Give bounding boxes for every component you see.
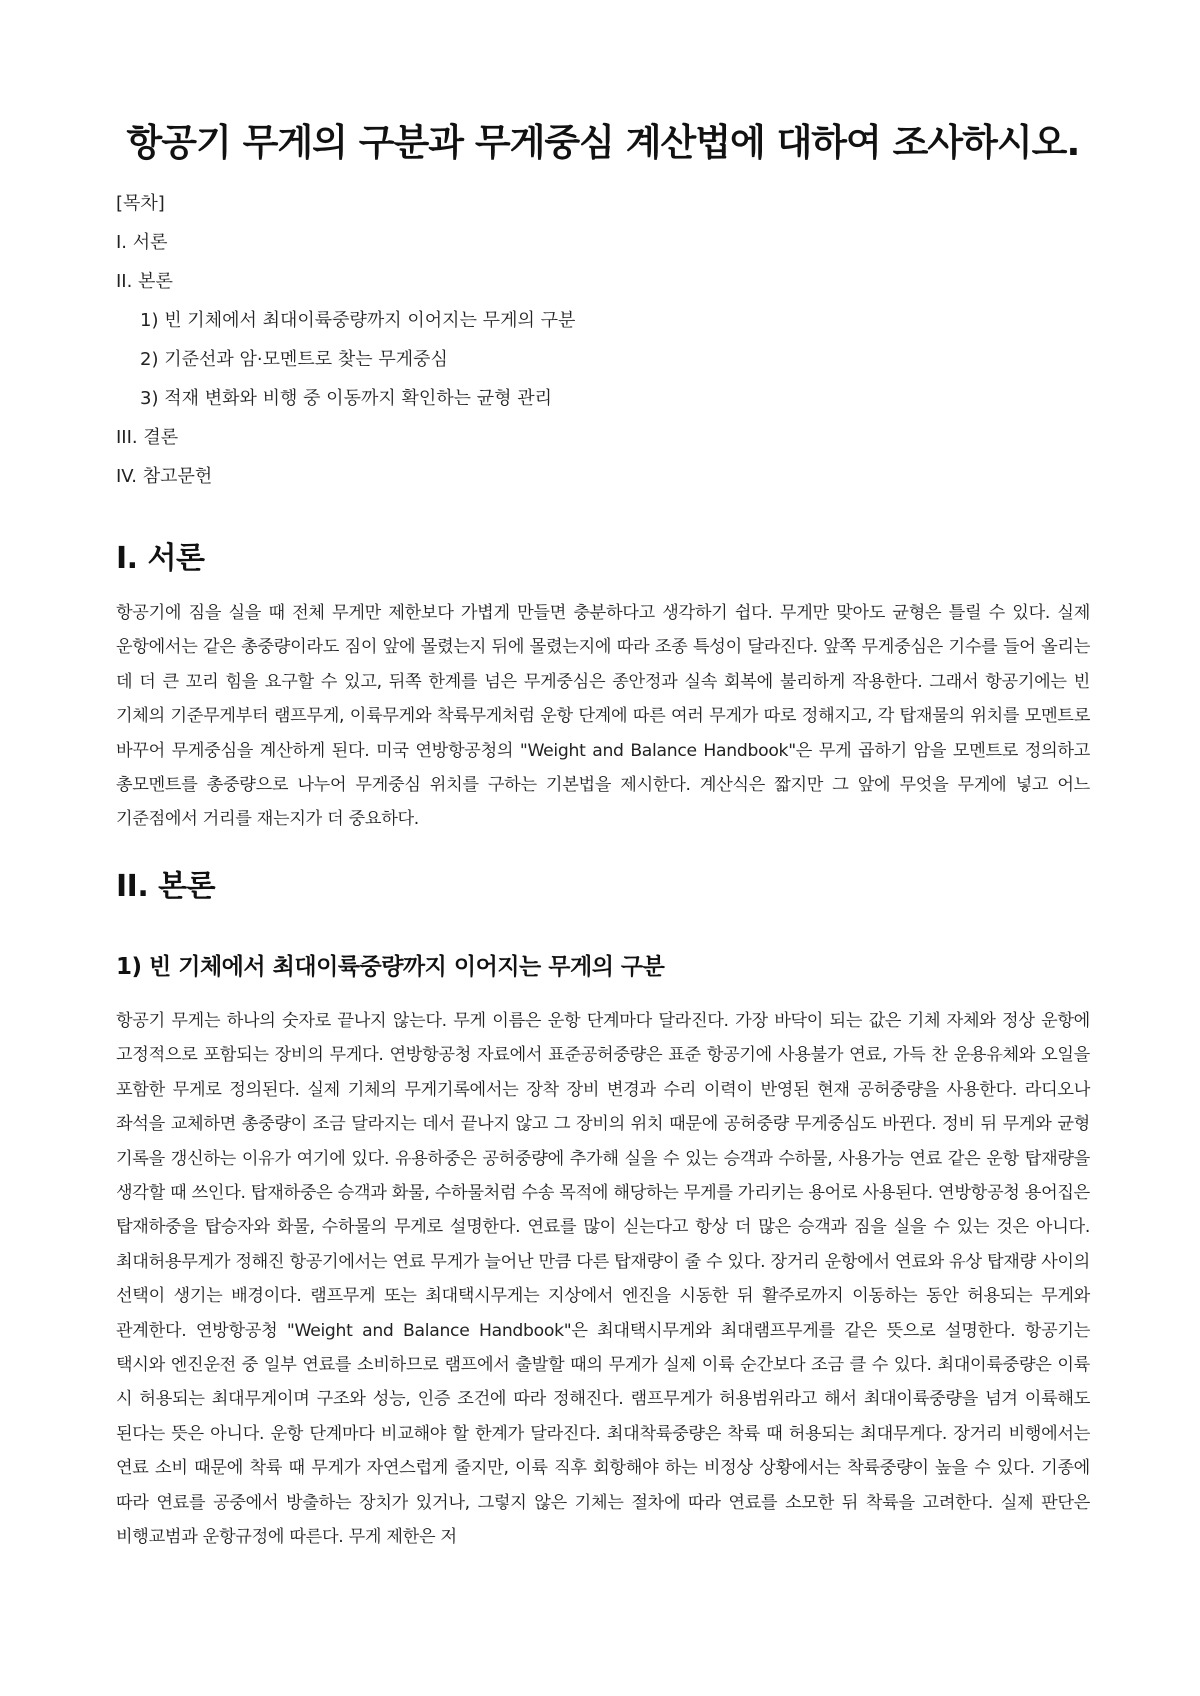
- section-heading-body: II. 본론: [116, 869, 216, 904]
- table-of-contents: [116, 190, 1090, 502]
- toc-item-body-2: 2) 기준선과 암·모멘트로 찾는 무게중심: [140, 349, 448, 370]
- subsection-heading-weight-categories: 1) 빈 기체에서 최대이륙중량까지 이어지는 무게의 구분: [116, 954, 665, 980]
- toc-heading: [목차]: [116, 193, 165, 214]
- toc-item-body-3: 3) 적재 변화와 비행 중 이동까지 확인하는 균형 관리: [140, 388, 553, 409]
- weight-categories-paragraph: 항공기 무게는 하나의 숫자로 끝나지 않는다. 무게 이름은 운항 단계마다 달라진다. 가장 바닥이 되는 값은 기체 자체와 정상 운항에 고정적으로 포함되는 장비의 무게다. 연방항공청 자료에서 표준공허중량은 표준 항공기에 사용불가 연료, 가득 찬 운용유체와 오일을 포함한 무게로 정의된다. 실제 기체의 무게기록에서는 장착 장비 변경과 수리 이력이 반영된 현재 공허중량을 사용한다. 라디오나 좌석을 교체하면 총중량이 조금 달라지는 데서 끝나지 않고 그 장비의 위치 때문에 공허중량 무게중심도 바뀐다. 정비 뒤 무게와 균형 기록을 갱신하는 이유가 여기에 있다. 유용하중은 공허중량에 추가해 실을 수 있는 승객과 수하물, 사용가능 연료 같은 운항 탑재량을 생각할 때 쓰인다. 탑재하중은 승객과 화물, 수하물처럼 수송 목적에 해당하는 무게를 가리키는 용어로 사용된다. 연방항공청 용어집은 탑재하중을 탑승자와 화물, 수하물의 무게로 설명한다. 연료를 많이 싣는다고 항상 더 많은 승객과 짐을 실을 수 있는 것은 아니다. 최대허용무게가 정해진 항공기에서는 연료 무게가 늘어난 만큼 다른 탑재량이 줄 수 있다. 장거리 운항에서 연료와 유상 탑재량 사이의 선택이 생기는 배경이다. 램프무게 또는 최대택시무게는 지상에서 엔진을 시동한 뒤 활주로까지 이동하는 동안 허용되는 무게와 관계한다. 연방항공청 "Weight and Balance Handbook"은 최대택시무게와 최대램프무게를 같은 뜻으로 설명한다. 항공기는 택시와 엔진운전 중 일부 연료를 소비하므로 램프에서 출발할 때의 무게가 실제 이륙 순간보다 조금 클 수 있다. 최대이륙중량은 이륙 시 허용되는 최대무게이며 구조와 성능, 인증 조건에 따라 정해진다. 램프무게가 허용범위라고 해서 최대이륙중량을 넘겨 이륙해도 된다는 뜻은 아니다. 운항 단계마다 비교해야 할 한계가 달라진다. 최대착륙중량은 착륙 때 허용되는 최대무게다. 장거리 비행에서는 연료 소비 때문에 착륙 때 무게가 자연스럽게 줄지만, 이륙 직후 회항해야 하는 비정상 상황에서는 착륙중량이 높을 수 있다. 기종에 따라 연료를 공중에서 방출하는 장치가 있거나, 그렇지 않은 기체는 절차에 따라 연료를 소모한 뒤 착륙을 고려한다. 실제 판단은 비행교범과 운항규정에 따른다. 무게 제한은 저: [116, 1011, 1090, 1548]
- toc-item-conclusion: III. 결론: [116, 427, 179, 448]
- toc-item-references: IV. 참고문헌: [116, 466, 213, 487]
- toc-item-body-1: 1) 빈 기체에서 최대이륙중량까지 이어지는 무게의 구분: [140, 310, 576, 331]
- document-title: 항공기 무게의 구분과 무게중심 계산법에 대하여 조사하시오.: [126, 121, 1080, 164]
- intro-paragraph: 항공기에 짐을 실을 때 전체 무게만 제한보다 가볍게 만들면 충분하다고 생각하기 쉽다. 무게만 맞아도 균형은 틀릴 수 있다. 실제 운항에서는 같은 총중량이라도 짐이 앞에 몰렸는지 뒤에 몰렸는지에 따라 조종 특성이 달라진다. 앞쪽 무게중심은 기수를 들어 올리는 데 더 큰 꼬리 힘을 요구할 수 있고, 뒤쪽 한계를 넘은 무게중심은 종안정과 실속 회복에 불리하게 작용한다. 그래서 항공기에는 빈 기체의 기준무게부터 램프무게, 이륙무게와 착륙무게처럼 운항 단계에 따른 여러 무게가 따로 정해지고, 각 탑재물의 위치를 모멘트로 바꾸어 무게중심을 계산하게 된다. 미국 연방항공청의 "Weight and Balance Handbook"은 무게 곱하기 암을 모멘트로 정의하고 총모멘트를 총중량으로 나누어 무게중심 위치를 구하는 기본법을 제시한다. 계산식은 짧지만 그 앞에 무엇을 무게에 넣고 어느 기준점에서 거리를 재는지가 더 중요하다.: [116, 603, 1090, 830]
- toc-item-intro: I. 서론: [116, 232, 168, 253]
- section-heading-intro: I. 서론: [116, 541, 205, 576]
- toc-item-body: II. 본론: [116, 271, 173, 292]
